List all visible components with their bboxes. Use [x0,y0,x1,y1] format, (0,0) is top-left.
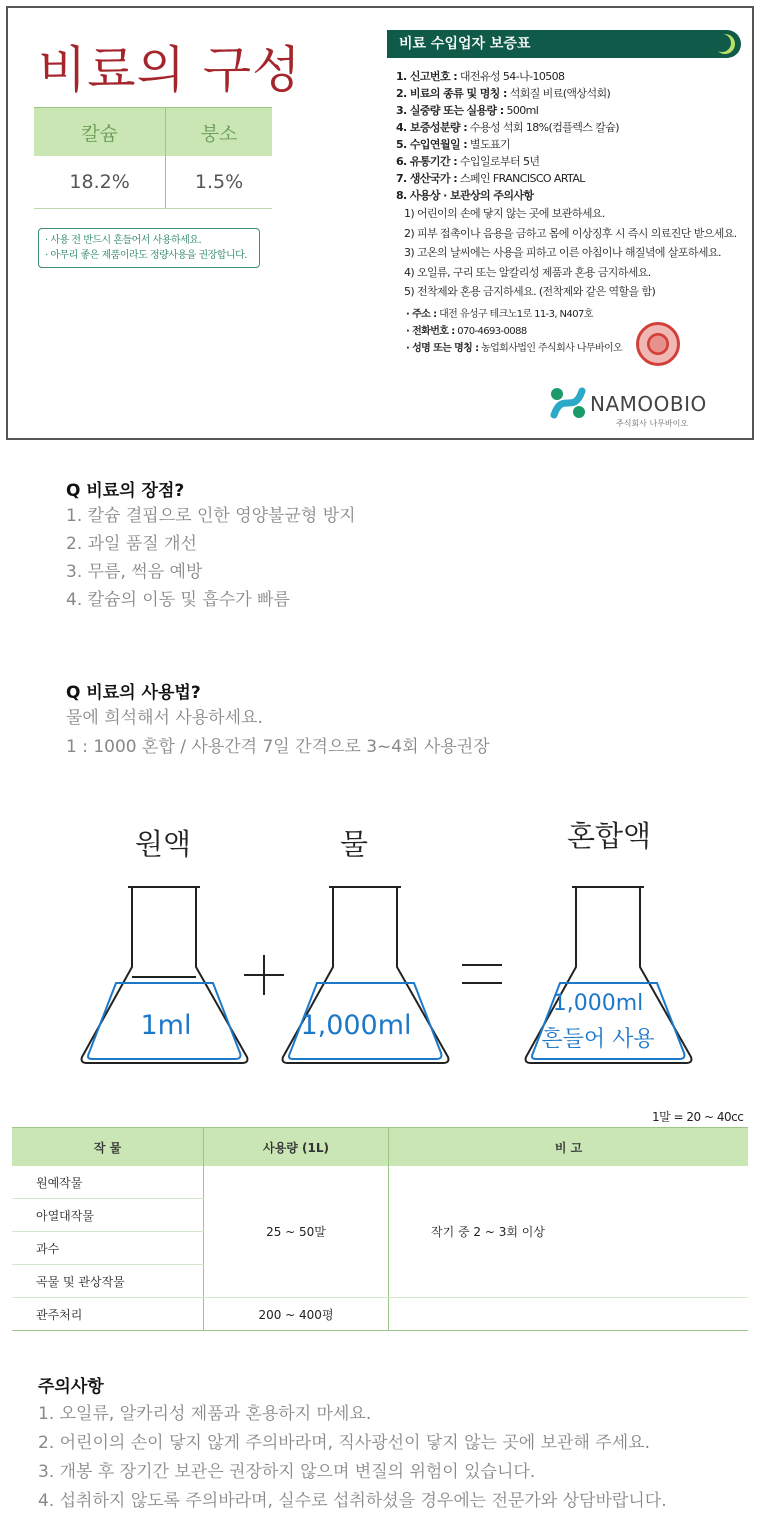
composition-header-row [34,108,272,157]
usage-item: 물에 희석해서 사용하세요. [66,708,263,728]
amount-cell: 25 ~ 50말 [204,1166,389,1298]
caution-item: 1. 오일류, 알카리성 제품과 혼용하지 마세요. [38,1404,372,1424]
crop-cell: 관주처리 [12,1298,204,1331]
warranty-item: 4. 보증성분량 : 수용성 석회 18%(컴플렉스 칼슘) [396,121,619,134]
namoobio-logo-icon [550,387,586,419]
table-row [12,1166,748,1199]
warranty-title: 비료 수입업자 보증표 [399,36,531,52]
remark-cell [389,1298,749,1331]
flask-mixture-instruction: 흔들어 사용 [541,1027,655,1052]
caution-item: 4. 섭취하지 않도록 주의바라며, 실수로 섭취하셨을 경우에는 전문가와 상담바랍니다. [38,1491,667,1511]
advantage-item: 1. 칼슘 결핍으로 인한 영양불균형 방지 [66,506,356,526]
calcium-value: 18.2% [34,156,166,209]
company-seal-stamp [636,322,680,366]
flask-mixture-amount: 1,000ml [552,991,644,1016]
advantage-item: 3. 무름, 썩음 예방 [66,562,203,582]
advantage-item: 4. 칼슘의 이동 및 흡수가 빠름 [66,590,290,610]
warranty-header [387,30,741,58]
crescent-moon-icon [715,34,735,54]
water-label: 물 [340,827,369,861]
flask-water-amount: 1,000ml [300,1010,412,1041]
warranty-subitem: 2) 피부 접촉이나 음용을 금하고 몸에 이상징후 시 즉시 의료진단 받으세요. [404,226,737,240]
usage-table-header [12,1128,748,1167]
usage-title: Q 비료의 사용법? [66,683,201,703]
header-remark: 비 고 [389,1128,749,1167]
note-line: · 아무리 좋은 제품이라도 정량사용을 권장합니다. [45,250,247,261]
logo-wordmark: NAMOOBIO [590,392,707,416]
warranty-item: 6. 유통기간 : 수입일로부터 5년 [396,155,540,168]
crop-cell: 원예작물 [12,1166,204,1199]
advantages-list [66,502,356,614]
warranty-item: 7. 생산국가 : 스페인 FRANCISCO ARTAL [396,172,585,185]
usage-table [12,1127,748,1331]
caution-item: 2. 어린이의 손이 닿지 않게 주의바라며, 직사광선이 닿지 않는 곳에 보관해 주세요. [38,1433,650,1453]
warranty-item: 8. 사용상 · 보관상의 주의사항 [396,189,534,202]
warranty-subitem: 1) 어린이의 손에 닿지 않는 곳에 보관하세요. [404,207,605,220]
composition-title: 비료의 구성 [38,41,302,99]
warranty-list [396,68,746,357]
advantages-title: Q 비료의 장점? [66,481,185,501]
concentrate-label: 원액 [135,827,192,861]
advantage-item: 2. 과일 품질 개선 [66,534,197,554]
usage-item: 1 : 1000 혼합 / 사용간격 7일 간격으로 3~4회 사용권장 [66,737,490,757]
header-crop: 작 물 [12,1128,204,1167]
crop-cell: 곡물 및 관상작물 [12,1265,204,1298]
contact-company: · 성명 또는 명칭 : 농업회사법인 주식회사 나무바이오 [406,342,623,354]
crop-cell: 아열대작물 [12,1199,204,1232]
unit-note: 1말 = 20 ~ 40cc [652,1110,744,1124]
warranty-subitem: 3) 고온의 날씨에는 사용을 피하고 이른 아침이나 해질녘에 살포하세요. [404,246,721,259]
header-amount: 사용량 (1L) [204,1128,389,1167]
usage-note-box [38,228,260,268]
warranty-item: 2. 비료의 종류 및 명칭 : 석회질 비료(액상석회) [396,87,611,100]
note-line: · 사용 전 반드시 흔들어서 사용하세요. [45,235,202,246]
crop-cell: 과수 [12,1232,204,1265]
calcium-header: 칼슘 [34,108,166,157]
contact-address: · 주소 : 대전 유성구 테크노1로 11-3, N407호 [406,308,593,320]
table-row [12,1298,748,1331]
caution-title: 주의사항 [38,1377,104,1397]
usage-list [66,704,490,762]
caution-item: 3. 개봉 후 장기간 보관은 권장하지 않으며 변질의 위험이 있습니다. [38,1462,536,1482]
composition-value-row [34,156,272,209]
caution-list [38,1400,667,1516]
boron-header: 붕소 [166,108,272,157]
warranty-item: 5. 수입연월일 : 별도표기 [396,138,511,151]
warranty-item: 1. 신고번호 : 대전유성 54-나-10508 [396,70,565,83]
boron-value: 1.5% [166,156,272,209]
contact-phone: · 전화번호 : 070-4693-0088 [406,325,527,337]
logo-subtitle: 주식회사 나무바이오 [616,419,689,428]
amount-cell: 200 ~ 400평 [204,1298,389,1331]
mixture-label: 혼합액 [567,819,652,853]
warranty-item: 3. 실중량 또는 실용량 : 500ml [396,104,539,117]
composition-table [34,107,272,209]
remark-cell: 작기 중 2 ~ 3회 이상 [389,1166,749,1298]
warranty-subitem: 4) 오일류, 구리 또는 알칼리성 제품과 혼용 금지하세요. [404,265,651,279]
flask-concentrate-amount: 1ml [140,1010,192,1041]
warranty-subitem: 5) 전착제와 혼용 금지하세요. (전착제와 같은 역할을 함) [404,285,656,298]
